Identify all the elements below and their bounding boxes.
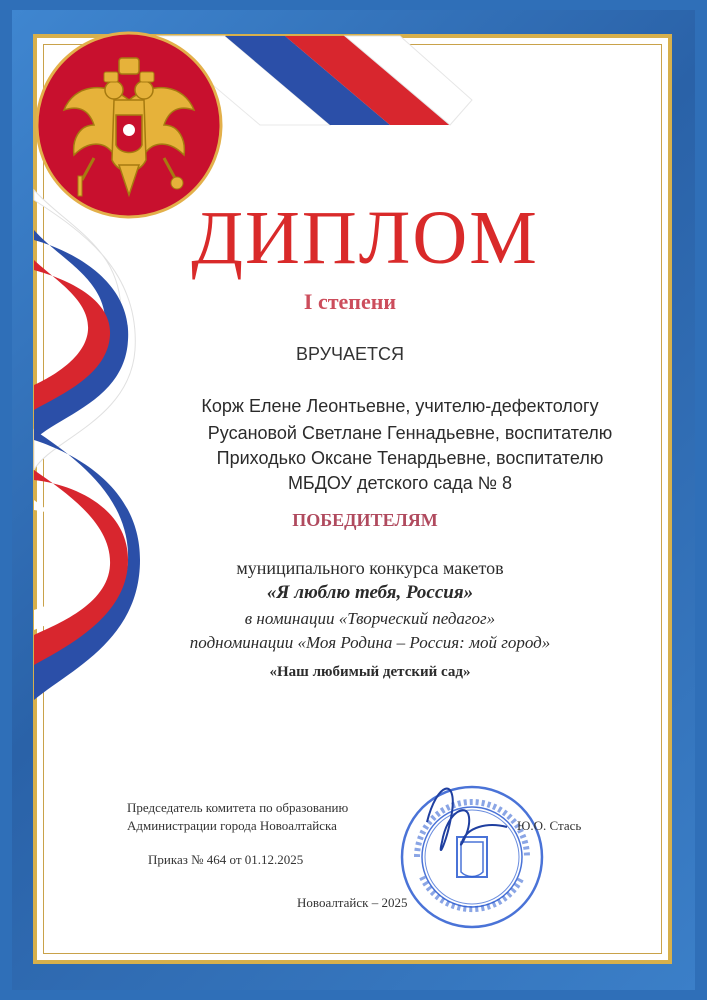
awarded-label: ВРУЧАЕТСЯ: [295, 344, 405, 364]
official-stamp-icon: [397, 782, 547, 932]
recipient-organization: МБДОУ детского сада № 8: [287, 473, 513, 493]
recipient-line: Корж Елене Леонтьевне, учителю-дефектологу: [201, 396, 599, 416]
recipient-line: Русановой Светлане Геннадьевне, воспитателю: [207, 423, 613, 443]
signatory-title: Председатель комитета по образованию: [127, 800, 349, 815]
work-title: «Наш любимый детский сад»: [269, 664, 471, 680]
nomination: в номинации «Творческий педагог»: [244, 609, 496, 628]
recipient-line: Приходько Оксане Тенардьевне, воспитателю: [216, 448, 604, 468]
order-reference: Приказ № 464 от 01.12.2025: [148, 852, 304, 867]
diploma-title: ДИПЛОМ: [191, 196, 539, 280]
city-year: Новоалтайск – 2025: [297, 895, 408, 910]
signatory-name: Ю.О. Стась: [517, 818, 582, 833]
coat-of-arms-icon: [34, 30, 224, 220]
signatory-organization: Администрации города Новоалтайска: [127, 818, 337, 833]
winners-heading: ПОБЕДИТЕЛЯМ: [292, 510, 438, 530]
subnomination: подноминации «Моя Родина – Россия: мой город»: [189, 633, 551, 652]
diploma-degree: I степени: [303, 289, 397, 314]
contest-description: муниципального конкурса макетов: [236, 558, 504, 578]
contest-name: «Я люблю тебя, Россия»: [266, 582, 474, 603]
